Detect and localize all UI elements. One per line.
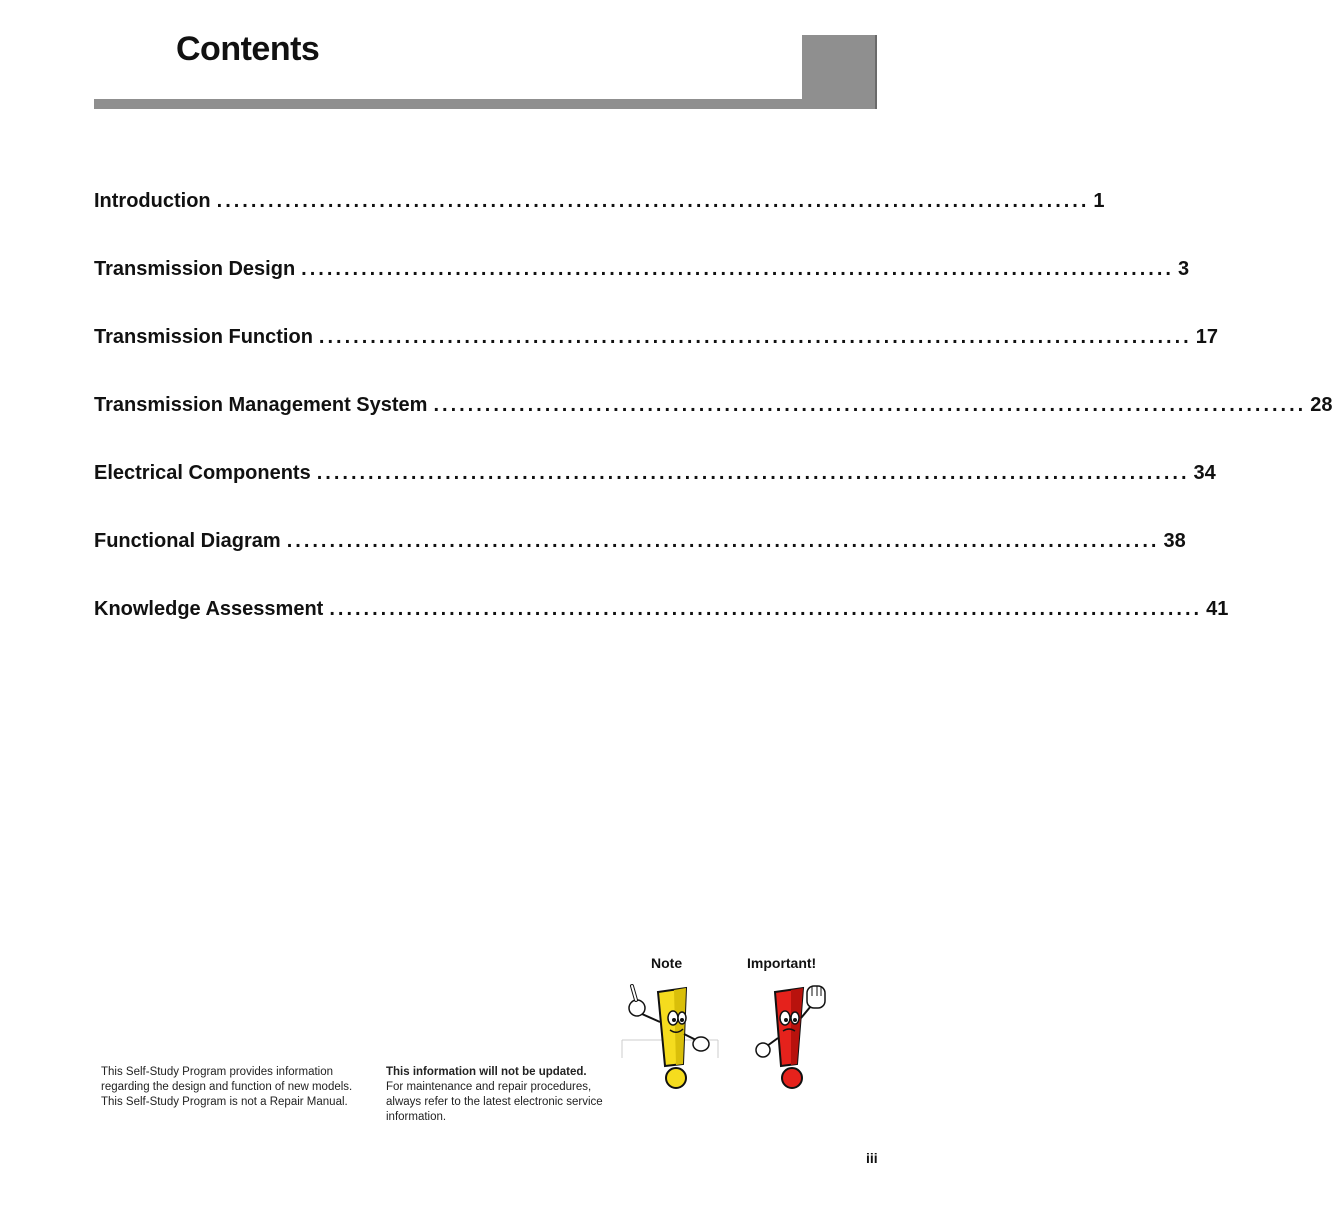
note-label: Note [651, 955, 683, 971]
toc-entry-transmission-design[interactable] [94, 258, 1190, 326]
toc-entry-title: Knowledge Assessment [94, 598, 324, 620]
note-mascot-icon [620, 978, 720, 1090]
toc-entry-title: Electrical Components [94, 462, 311, 484]
header-block [802, 35, 877, 109]
toc-leader-dots: ...................................................................................................... [329, 598, 1203, 620]
toc-entry-transmission-management-system[interactable] [94, 394, 1332, 462]
disclaimer-right [386, 1065, 616, 1125]
disclaimer-service-info: For maintenance and repair procedures, always refer to the latest electronic service information. [386, 1081, 603, 1123]
toc-entry-page: 17 [1195, 326, 1218, 348]
toc-entry-page: 38 [1163, 530, 1186, 552]
toc-entry-page: 3 [1177, 258, 1190, 280]
disclaimer-info-text: This Self-Study Program provides information regarding the design and function of new models. [101, 1066, 353, 1093]
disclaimer-not-repair-manual: This Self-Study Program is not a Repair Manual. [101, 1096, 348, 1108]
toc-leader-dots: ...................................................................................................... [216, 190, 1090, 212]
toc-leader-dots: ...................................................................................................... [301, 258, 1174, 280]
toc-entry-title: Transmission Management System [94, 394, 428, 416]
toc-entry-title: Transmission Design [94, 258, 296, 280]
toc-entry-page: 28 [1310, 394, 1332, 416]
toc-leader-dots: ...................................................................................................... [433, 394, 1307, 416]
toc-entry-introduction[interactable] [94, 190, 1105, 258]
page-number: iii [866, 1150, 878, 1166]
page-title: Contents [176, 30, 320, 68]
toc-entry-functional-diagram[interactable] [94, 530, 1186, 598]
important-mascot-icon [745, 978, 835, 1090]
header-bar [94, 99, 877, 109]
toc-entry-transmission-function[interactable] [94, 326, 1218, 394]
toc-entry-page: 34 [1193, 462, 1216, 484]
toc-entry-title: Introduction [94, 190, 211, 212]
toc-leader-dots: ...................................................................................................... [286, 530, 1160, 552]
toc-entry-page: 41 [1206, 598, 1229, 620]
disclaimer-left [101, 1065, 371, 1110]
toc-entry-knowledge-assessment[interactable] [94, 598, 1229, 666]
disclaimer-not-updated: This information will not be updated. [386, 1066, 587, 1078]
toc-entry-electrical-components[interactable] [94, 462, 1216, 530]
important-label: Important! [747, 955, 817, 971]
toc-entry-page: 1 [1093, 190, 1105, 212]
toc-entry-title: Transmission Function [94, 326, 313, 348]
toc-leader-dots: ...................................................................................................... [318, 326, 1192, 348]
toc-entry-title: Functional Diagram [94, 530, 281, 552]
table-of-contents [94, 190, 1332, 666]
toc-leader-dots: ...................................................................................................... [316, 462, 1190, 484]
